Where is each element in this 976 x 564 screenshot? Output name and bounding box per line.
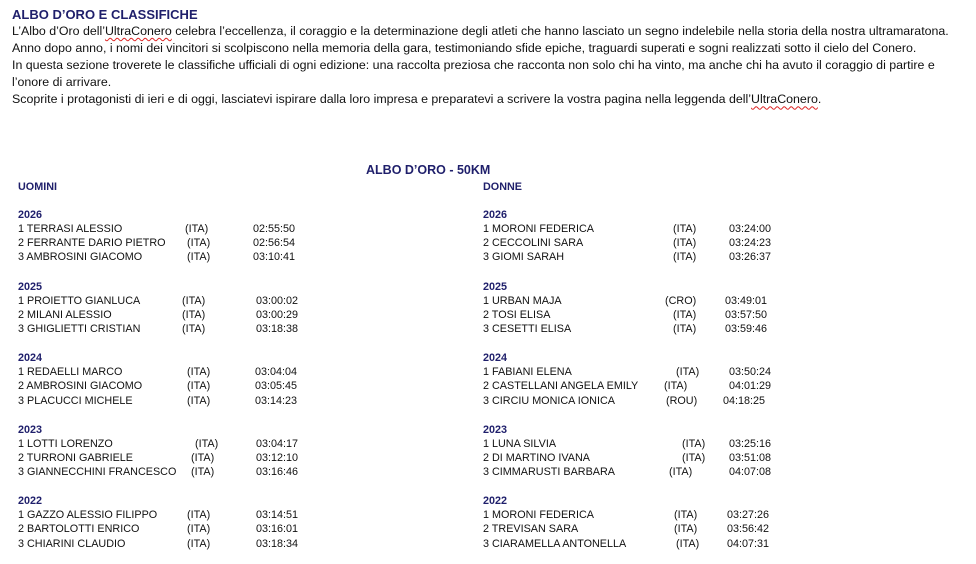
finish-time: 03:16:46 bbox=[256, 466, 299, 479]
athlete-name: 3 GHIGLIETTI CRISTIAN bbox=[18, 322, 141, 335]
finish-time: 03:51:08 bbox=[729, 451, 772, 464]
result-row bbox=[18, 465, 299, 479]
result-row bbox=[483, 451, 772, 465]
finish-time: 03:24:23 bbox=[729, 237, 772, 250]
result-row bbox=[483, 465, 772, 479]
result-row bbox=[483, 437, 772, 451]
nationality: (ITA) bbox=[182, 308, 206, 321]
result-row bbox=[483, 294, 768, 308]
result-row bbox=[483, 365, 772, 379]
result-row bbox=[483, 379, 772, 393]
athlete-name: 3 GIANNECCHINI FRANCESCO bbox=[18, 466, 177, 479]
intro-text-part: Scoprite i protagonisti di ieri e di oggi, lasciatevi ispirare dalla loro impresa e preparatevi a scrivere la vostra pagina nella leggenda dell’ bbox=[12, 92, 752, 107]
result-row bbox=[18, 508, 299, 522]
nationality: (ITA) bbox=[187, 251, 211, 264]
donne-year-2025: 2025 bbox=[483, 280, 508, 293]
finish-time: 02:55:50 bbox=[253, 223, 296, 235]
nationality: (ITA) bbox=[187, 380, 211, 393]
donne-heading: DONNE bbox=[483, 181, 522, 193]
result-row bbox=[18, 308, 299, 322]
finish-time: 03:04:17 bbox=[256, 437, 299, 450]
nationality: (ITA) bbox=[187, 394, 211, 407]
nationality: (ITA) bbox=[673, 223, 697, 235]
finish-time: 03:04:04 bbox=[255, 366, 298, 379]
nationality: (ITA) bbox=[187, 509, 211, 522]
athlete-name: 2 CECCOLINI SARA bbox=[483, 237, 584, 250]
finish-time: 03:50:24 bbox=[729, 366, 772, 379]
donne-year-2024: 2024 bbox=[483, 352, 508, 365]
nationality: (ITA) bbox=[191, 451, 215, 464]
nationality: (ITA) bbox=[673, 322, 697, 335]
donne-year-2026: 2026 bbox=[483, 209, 508, 221]
nationality: (ROU) bbox=[666, 394, 698, 407]
uomini-column bbox=[18, 180, 299, 551]
athlete-name: 1 PROIETTO GIANLUCA bbox=[18, 294, 141, 307]
finish-time: 04:07:31 bbox=[727, 537, 770, 550]
athlete-name: 2 AMBROSINI GIACOMO bbox=[18, 380, 143, 393]
nationality: (ITA) bbox=[674, 523, 698, 536]
intro-text-part: L’Albo d’Oro dell’ bbox=[12, 24, 105, 38]
finish-time: 03:26:37 bbox=[729, 251, 772, 264]
result-row bbox=[18, 437, 299, 451]
result-row bbox=[18, 379, 298, 393]
athlete-name: 3 CESETTI ELISA bbox=[483, 322, 572, 335]
result-row bbox=[18, 451, 299, 465]
intro-text-part: celebra l’eccellenza, il coraggio e la determinazione degli atleti che hanno lasciato un segno indelebile nella storia della nostra ultramaratona. bbox=[171, 24, 949, 38]
athlete-name: 2 DI MARTINO IVANA bbox=[483, 451, 590, 464]
athlete-name: 3 CIMMARUSTI BARBARA bbox=[483, 466, 615, 479]
result-row bbox=[18, 322, 299, 336]
nationality: (ITA) bbox=[187, 523, 211, 536]
finish-time: 03:00:02 bbox=[256, 294, 299, 307]
finish-time: 03:59:46 bbox=[725, 322, 768, 335]
result-row bbox=[18, 522, 299, 536]
finish-time: 03:24:00 bbox=[729, 223, 772, 235]
finish-time: 03:14:51 bbox=[256, 509, 299, 522]
athlete-name: 2 BARTOLOTTI ENRICO bbox=[18, 523, 140, 536]
athlete-name: 1 REDAELLI MARCO bbox=[18, 366, 123, 379]
intro-text-part: . bbox=[817, 92, 822, 107]
athlete-name: 2 TURRONI GABRIELE bbox=[18, 451, 133, 464]
donne-column bbox=[483, 180, 772, 551]
finish-time: 03:18:34 bbox=[256, 537, 299, 550]
uomini-heading: UOMINI bbox=[18, 181, 57, 193]
athlete-name: 3 AMBROSINI GIACOMO bbox=[18, 251, 143, 264]
intro-paragraph-4 bbox=[12, 91, 972, 108]
result-row bbox=[18, 236, 296, 250]
finish-time: 04:01:29 bbox=[729, 380, 772, 393]
athlete-name: 3 PLACUCCI MICHELE bbox=[18, 394, 133, 407]
nationality: (ITA) bbox=[676, 366, 700, 379]
result-row bbox=[483, 222, 772, 236]
athlete-name: 2 TREVISAN SARA bbox=[483, 523, 579, 536]
intro-paragraph-2: Anno dopo anno, i nomi dei vincitori si scolpiscono nella memoria della gara, testimoniando sfide epiche, traguardi superati e sogni realizzati sotto il cielo del Conero. bbox=[12, 41, 917, 56]
result-row bbox=[18, 222, 296, 236]
uomini-year-2025: 2025 bbox=[18, 280, 43, 293]
uomini-year-2024: 2024 bbox=[18, 352, 43, 365]
result-row bbox=[483, 537, 770, 551]
athlete-name: 1 LUNA SILVIA bbox=[483, 437, 557, 450]
finish-time: 03:27:26 bbox=[727, 509, 770, 522]
finish-time: 03:49:01 bbox=[725, 294, 768, 307]
athlete-name: 3 CIRCIU MONICA IONICA bbox=[483, 394, 615, 407]
result-row bbox=[483, 308, 768, 322]
finish-time: 04:07:08 bbox=[729, 466, 772, 479]
finish-time: 03:16:01 bbox=[256, 523, 299, 536]
nationality: (ITA) bbox=[195, 437, 219, 450]
nationality: (ITA) bbox=[682, 437, 706, 450]
result-row bbox=[483, 508, 770, 522]
intro-text bbox=[12, 23, 972, 108]
result-row bbox=[483, 522, 770, 536]
nationality: (ITA) bbox=[673, 251, 697, 264]
result-row bbox=[18, 365, 298, 379]
athlete-name: 2 CASTELLANI ANGELA EMILY bbox=[483, 380, 639, 393]
athlete-name: 1 URBAN MAJA bbox=[483, 294, 562, 307]
athlete-name: 3 CHIARINI CLAUDIO bbox=[18, 537, 126, 550]
nationality: (ITA) bbox=[182, 294, 206, 307]
nationality: (ITA) bbox=[191, 466, 215, 479]
nationality: (ITA) bbox=[673, 237, 697, 250]
athlete-name: 3 CIARAMELLA ANTONELLA bbox=[483, 537, 627, 550]
nationality: (ITA) bbox=[682, 451, 706, 464]
athlete-name: 1 TERRASI ALESSIO bbox=[18, 223, 123, 235]
nationality: (ITA) bbox=[676, 537, 700, 550]
athlete-name: 2 MILANI ALESSIO bbox=[18, 308, 112, 321]
nationality: (ITA) bbox=[187, 537, 211, 550]
result-row bbox=[483, 236, 772, 250]
donne-year-2023: 2023 bbox=[483, 423, 508, 436]
nationality: (ITA) bbox=[669, 466, 693, 479]
nationality: (ITA) bbox=[664, 380, 688, 393]
nationality: (ITA) bbox=[187, 237, 211, 250]
intro-paragraph-1 bbox=[12, 23, 972, 40]
finish-time: 03:00:29 bbox=[256, 308, 299, 321]
result-row bbox=[18, 537, 299, 551]
athlete-name: 1 MORONI FEDERICA bbox=[483, 509, 594, 522]
finish-time: 03:12:10 bbox=[256, 451, 299, 464]
result-row bbox=[18, 294, 299, 308]
result-row bbox=[483, 322, 768, 336]
nationality: (CRO) bbox=[665, 294, 697, 307]
athlete-name: 2 FERRANTE DARIO PIETRO bbox=[18, 237, 166, 250]
finish-time: 03:18:38 bbox=[256, 322, 299, 335]
finish-time: 04:18:25 bbox=[723, 394, 766, 407]
result-row bbox=[18, 394, 298, 408]
athlete-name: 2 TOSI ELISA bbox=[483, 308, 551, 321]
finish-time: 02:56:54 bbox=[253, 237, 296, 250]
finish-time: 03:10:41 bbox=[253, 251, 296, 264]
athlete-name: 3 GIOMI SARAH bbox=[483, 251, 564, 264]
finish-time: 03:56:42 bbox=[727, 523, 770, 536]
intro-paragraph-3: In questa sezione troverete le classifiche ufficiali di ogni edizione: una raccolta preziosa che racconta non solo chi ha vinto, ma anche chi ha avuto il coraggio di partire e l’onore di arrivare. bbox=[12, 58, 935, 90]
nationality: (ITA) bbox=[673, 308, 697, 321]
brand-name: UltraConero bbox=[104, 24, 172, 38]
uomini-year-2022: 2022 bbox=[18, 495, 43, 508]
uomini-year-2023: 2023 bbox=[18, 423, 43, 436]
nationality: (ITA) bbox=[674, 509, 698, 522]
uomini-year-2026: 2026 bbox=[18, 209, 43, 221]
finish-time: 03:05:45 bbox=[255, 380, 298, 393]
result-row bbox=[483, 394, 766, 408]
brand-name: UltraConero bbox=[751, 92, 818, 107]
nationality: (ITA) bbox=[182, 322, 206, 335]
result-row bbox=[483, 250, 772, 264]
donne-year-2022: 2022 bbox=[483, 495, 508, 508]
nationality: (ITA) bbox=[187, 366, 211, 379]
finish-time: 03:25:16 bbox=[729, 437, 772, 450]
athlete-name: 1 FABIANI ELENA bbox=[483, 366, 572, 379]
finish-time: 03:57:50 bbox=[725, 308, 768, 321]
finish-time: 03:14:23 bbox=[255, 394, 298, 407]
athlete-name: 1 GAZZO ALESSIO FILIPPO bbox=[18, 509, 158, 522]
albo-doro-title: ALBO D’ORO - 50KM bbox=[366, 163, 491, 177]
page-title: ALBO D’ORO E CLASSIFICHE bbox=[12, 7, 198, 22]
athlete-name: 1 MORONI FEDERICA bbox=[483, 223, 594, 235]
nationality: (ITA) bbox=[185, 223, 209, 235]
athlete-name: 1 LOTTI LORENZO bbox=[18, 437, 113, 450]
result-row bbox=[18, 250, 296, 264]
